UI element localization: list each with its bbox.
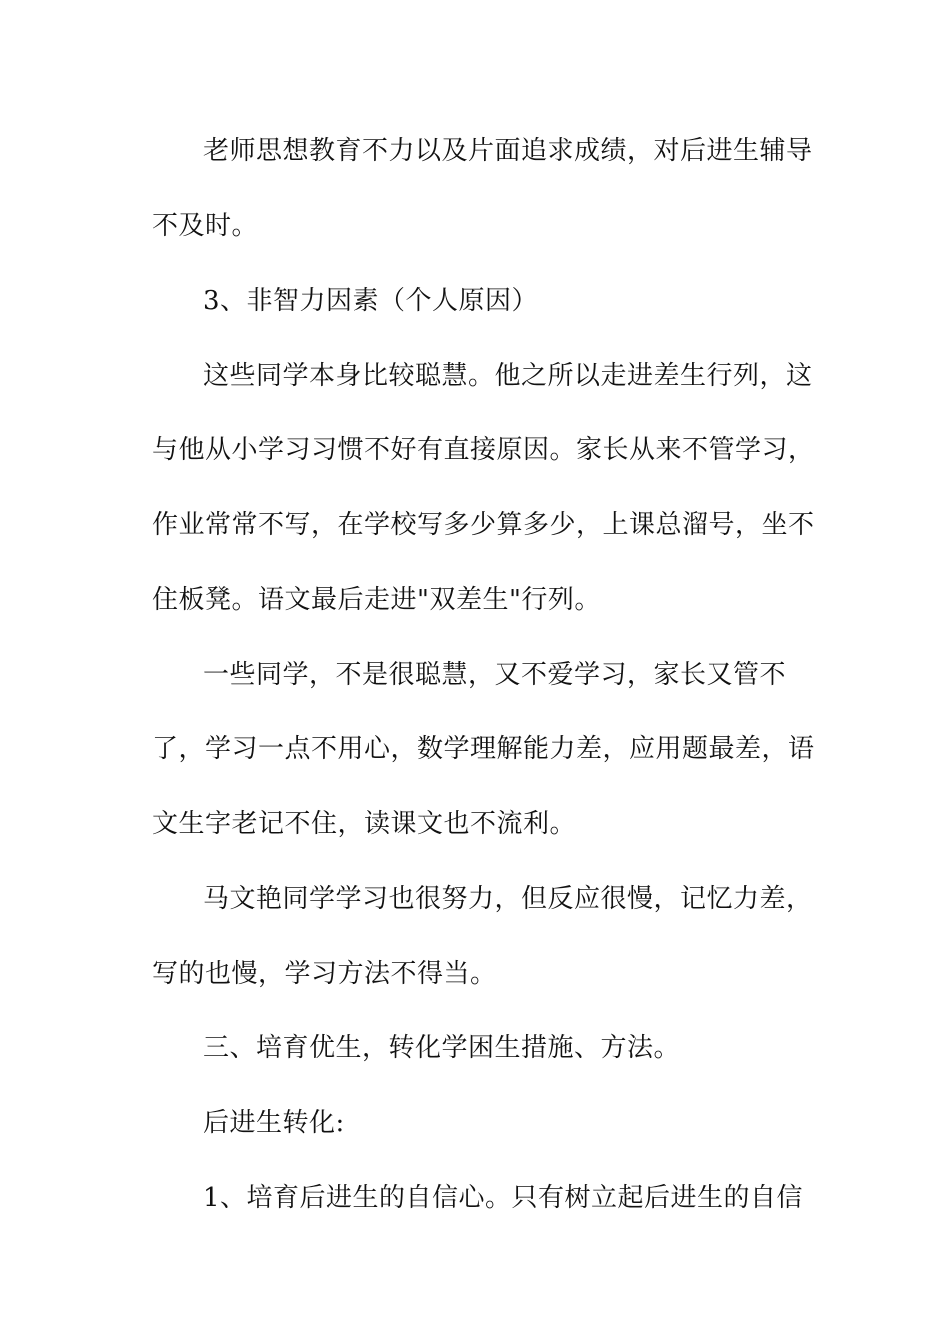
text-line: 与他从小学习习惯不好有直接原因。家长从来不管学习， [152, 435, 815, 465]
text-line: 了，学习一点不用心，数学理解能力差，应用题最差，语 [152, 734, 815, 764]
text-line: 住板凳。语文最后走进"双差生"行列。 [152, 585, 601, 615]
text-line: 作业常常不写，在学校写多少算多少，上课总溜号，坐不 [152, 510, 815, 540]
text-line: 文生字老记不住，读课文也不流利。 [152, 809, 577, 839]
text-line: 1、培育后进生的自信心。只有树立起后进生的自信 [203, 1183, 804, 1213]
text-line: 老师思想教育不力以及片面追求成绩，对后进生辅导 [203, 136, 813, 166]
section-heading: 三、培育优生，转化学困生措施、方法。 [203, 1033, 681, 1063]
text-line: 这些同学本身比较聪慧。他之所以走进差生行列，这 [203, 361, 813, 391]
text-line: 3、非智力因素（个人原因） [203, 286, 539, 316]
sub-heading: 后进生转化: [203, 1108, 345, 1138]
text-line: 不及时。 [152, 211, 259, 241]
text-line: 马文艳同学学习也很努力，但反应很慢，记忆力差， [203, 884, 813, 914]
text-line: 写的也慢，学习方法不得当。 [152, 959, 497, 989]
text-line: 一些同学，不是很聪慧，又不爱学习，家长又管不 [203, 660, 787, 690]
